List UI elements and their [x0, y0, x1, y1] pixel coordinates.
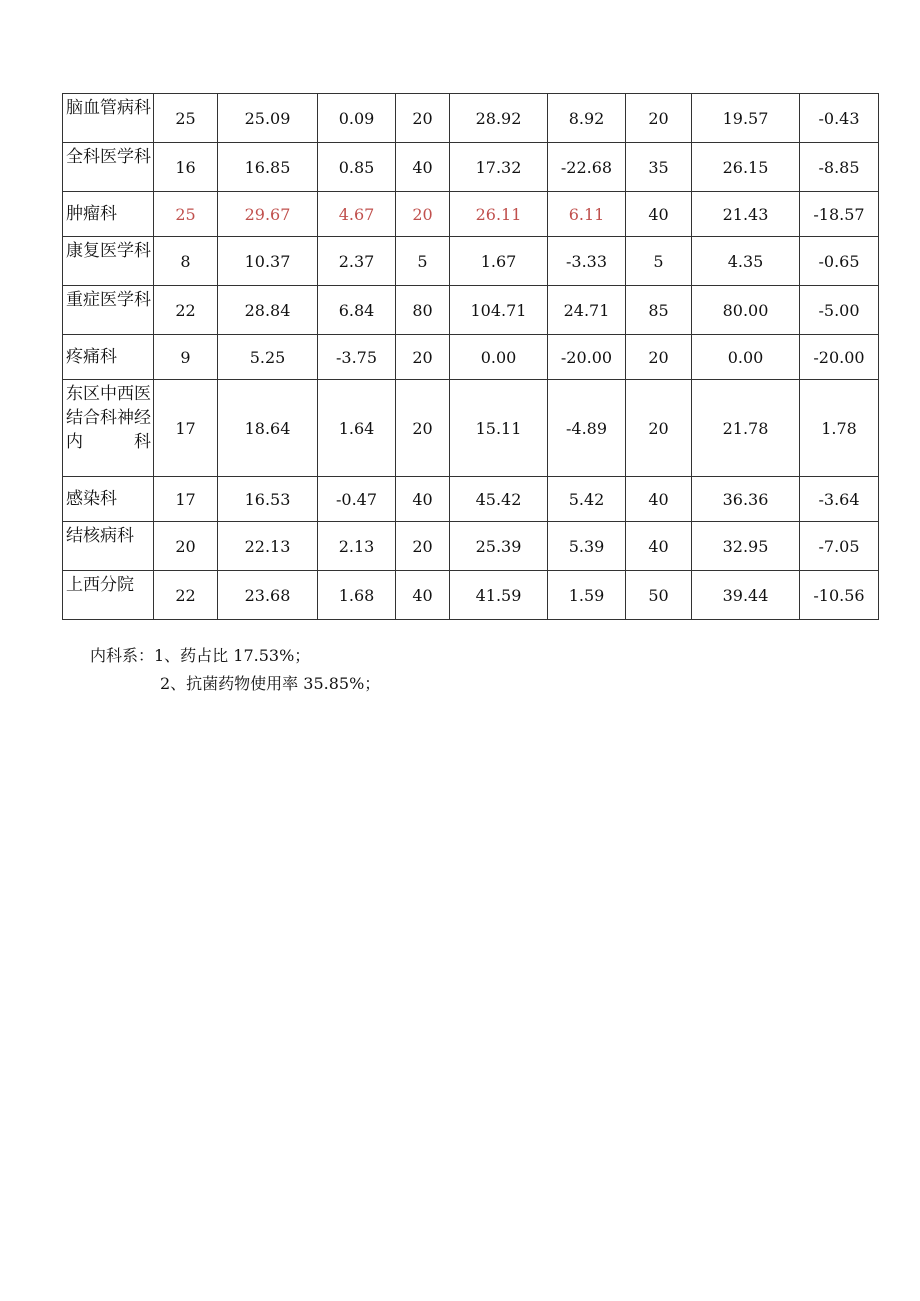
table-cell: -18.57	[800, 192, 879, 237]
table-cell: 20	[396, 335, 450, 380]
table-cell: 19.57	[692, 94, 800, 143]
table-cell: -20.00	[800, 335, 879, 380]
table-cell: 16.53	[218, 477, 318, 522]
table-cell: 80	[396, 286, 450, 335]
table-row	[63, 94, 879, 143]
table-cell: 23.68	[218, 571, 318, 620]
table-cell: 0.85	[318, 143, 396, 192]
table-cell: 25	[154, 94, 218, 143]
table-cell: 5	[396, 237, 450, 286]
table-cell: 18.64	[218, 380, 318, 477]
table-cell: 24.71	[548, 286, 626, 335]
table-cell: 4.35	[692, 237, 800, 286]
table-cell: 16	[154, 143, 218, 192]
table-cell: 20	[626, 380, 692, 477]
table-cell: 6.84	[318, 286, 396, 335]
table-cell: 20	[626, 94, 692, 143]
dept-name: 感染科	[63, 477, 154, 522]
table-row	[63, 143, 879, 192]
table-cell: -7.05	[800, 522, 879, 571]
table-cell: 17.32	[450, 143, 548, 192]
table-cell: 5.25	[218, 335, 318, 380]
dept-name: 重症医学科	[63, 286, 154, 335]
table-cell: 25.09	[218, 94, 318, 143]
table-row	[63, 571, 879, 620]
table-cell: 2.13	[318, 522, 396, 571]
table-cell: 22.13	[218, 522, 318, 571]
table-cell: -22.68	[548, 143, 626, 192]
table-cell: 40	[396, 571, 450, 620]
summary-notes	[90, 642, 380, 698]
table-cell: 4.67	[318, 192, 396, 237]
table-cell: 40	[626, 477, 692, 522]
dept-name: 肿瘤科	[63, 192, 154, 237]
table-cell: 36.36	[692, 477, 800, 522]
table-cell: -4.89	[548, 380, 626, 477]
table-row	[63, 477, 879, 522]
table-row	[63, 286, 879, 335]
table-cell: 1.64	[318, 380, 396, 477]
table-cell: 85	[626, 286, 692, 335]
table-cell: 2.37	[318, 237, 396, 286]
table-cell: 40	[626, 192, 692, 237]
table-cell: 39.44	[692, 571, 800, 620]
table-cell: 28.84	[218, 286, 318, 335]
table-row	[63, 237, 879, 286]
table-cell: -0.43	[800, 94, 879, 143]
table-cell: 1.68	[318, 571, 396, 620]
dept-name: 结核病科	[63, 522, 154, 571]
table-cell: 8	[154, 237, 218, 286]
table-cell: 50	[626, 571, 692, 620]
table-cell: -10.56	[800, 571, 879, 620]
table-cell: 40	[396, 143, 450, 192]
table-cell: 8.92	[548, 94, 626, 143]
table-cell: -0.65	[800, 237, 879, 286]
table-cell: 6.11	[548, 192, 626, 237]
table-cell: 41.59	[450, 571, 548, 620]
table-cell: 0.00	[692, 335, 800, 380]
table-cell: -0.47	[318, 477, 396, 522]
dept-name: 疼痛科	[63, 335, 154, 380]
table-cell: 5	[626, 237, 692, 286]
table-cell: 26.15	[692, 143, 800, 192]
table-cell: 80.00	[692, 286, 800, 335]
dept-name: 东区中西医结合科神经内科	[63, 380, 154, 477]
table-cell: 1.67	[450, 237, 548, 286]
table-cell: 22	[154, 286, 218, 335]
table-cell: 35	[626, 143, 692, 192]
table-cell: 0.00	[450, 335, 548, 380]
table-cell: 5.42	[548, 477, 626, 522]
table-cell: 20	[396, 522, 450, 571]
table-row	[63, 335, 879, 380]
table-row	[63, 380, 879, 477]
note-drug-ratio: 内科系：1、药占比 17.53%；	[90, 646, 311, 665]
table-cell: 20	[396, 192, 450, 237]
table-cell: 20	[154, 522, 218, 571]
table-cell: 9	[154, 335, 218, 380]
table-cell: 17	[154, 380, 218, 477]
table-cell: 29.67	[218, 192, 318, 237]
dept-name: 全科医学科	[63, 143, 154, 192]
table-cell: 25	[154, 192, 218, 237]
table-cell: 26.11	[450, 192, 548, 237]
note-antibiotic-rate: 2、抗菌药物使用率 35.85%；	[160, 674, 381, 693]
table-cell: 40	[626, 522, 692, 571]
table-cell: 21.78	[692, 380, 800, 477]
dept-name: 康复医学科	[63, 237, 154, 286]
table-cell: 104.71	[450, 286, 548, 335]
table-cell: 5.39	[548, 522, 626, 571]
table-cell: 0.09	[318, 94, 396, 143]
table-cell: -3.33	[548, 237, 626, 286]
table-cell: 32.95	[692, 522, 800, 571]
table-cell: -8.85	[800, 143, 879, 192]
table-cell: -3.75	[318, 335, 396, 380]
table-row	[63, 522, 879, 571]
table-cell: -5.00	[800, 286, 879, 335]
dept-name: 脑血管病科	[63, 94, 154, 143]
dept-name: 上西分院	[63, 571, 154, 620]
table-cell: 16.85	[218, 143, 318, 192]
table-cell: 15.11	[450, 380, 548, 477]
table-cell: 1.59	[548, 571, 626, 620]
table-row	[63, 192, 879, 237]
table-cell: 45.42	[450, 477, 548, 522]
table-cell: 20	[626, 335, 692, 380]
table-cell: 17	[154, 477, 218, 522]
table-cell: 28.92	[450, 94, 548, 143]
table-cell: 21.43	[692, 192, 800, 237]
table-cell: -20.00	[548, 335, 626, 380]
table-cell: 20	[396, 380, 450, 477]
table-cell: -3.64	[800, 477, 879, 522]
department-stats-table	[62, 93, 879, 620]
table-cell: 40	[396, 477, 450, 522]
table-cell: 1.78	[800, 380, 879, 477]
table-cell: 25.39	[450, 522, 548, 571]
table-cell: 20	[396, 94, 450, 143]
table-cell: 10.37	[218, 237, 318, 286]
table-cell: 22	[154, 571, 218, 620]
